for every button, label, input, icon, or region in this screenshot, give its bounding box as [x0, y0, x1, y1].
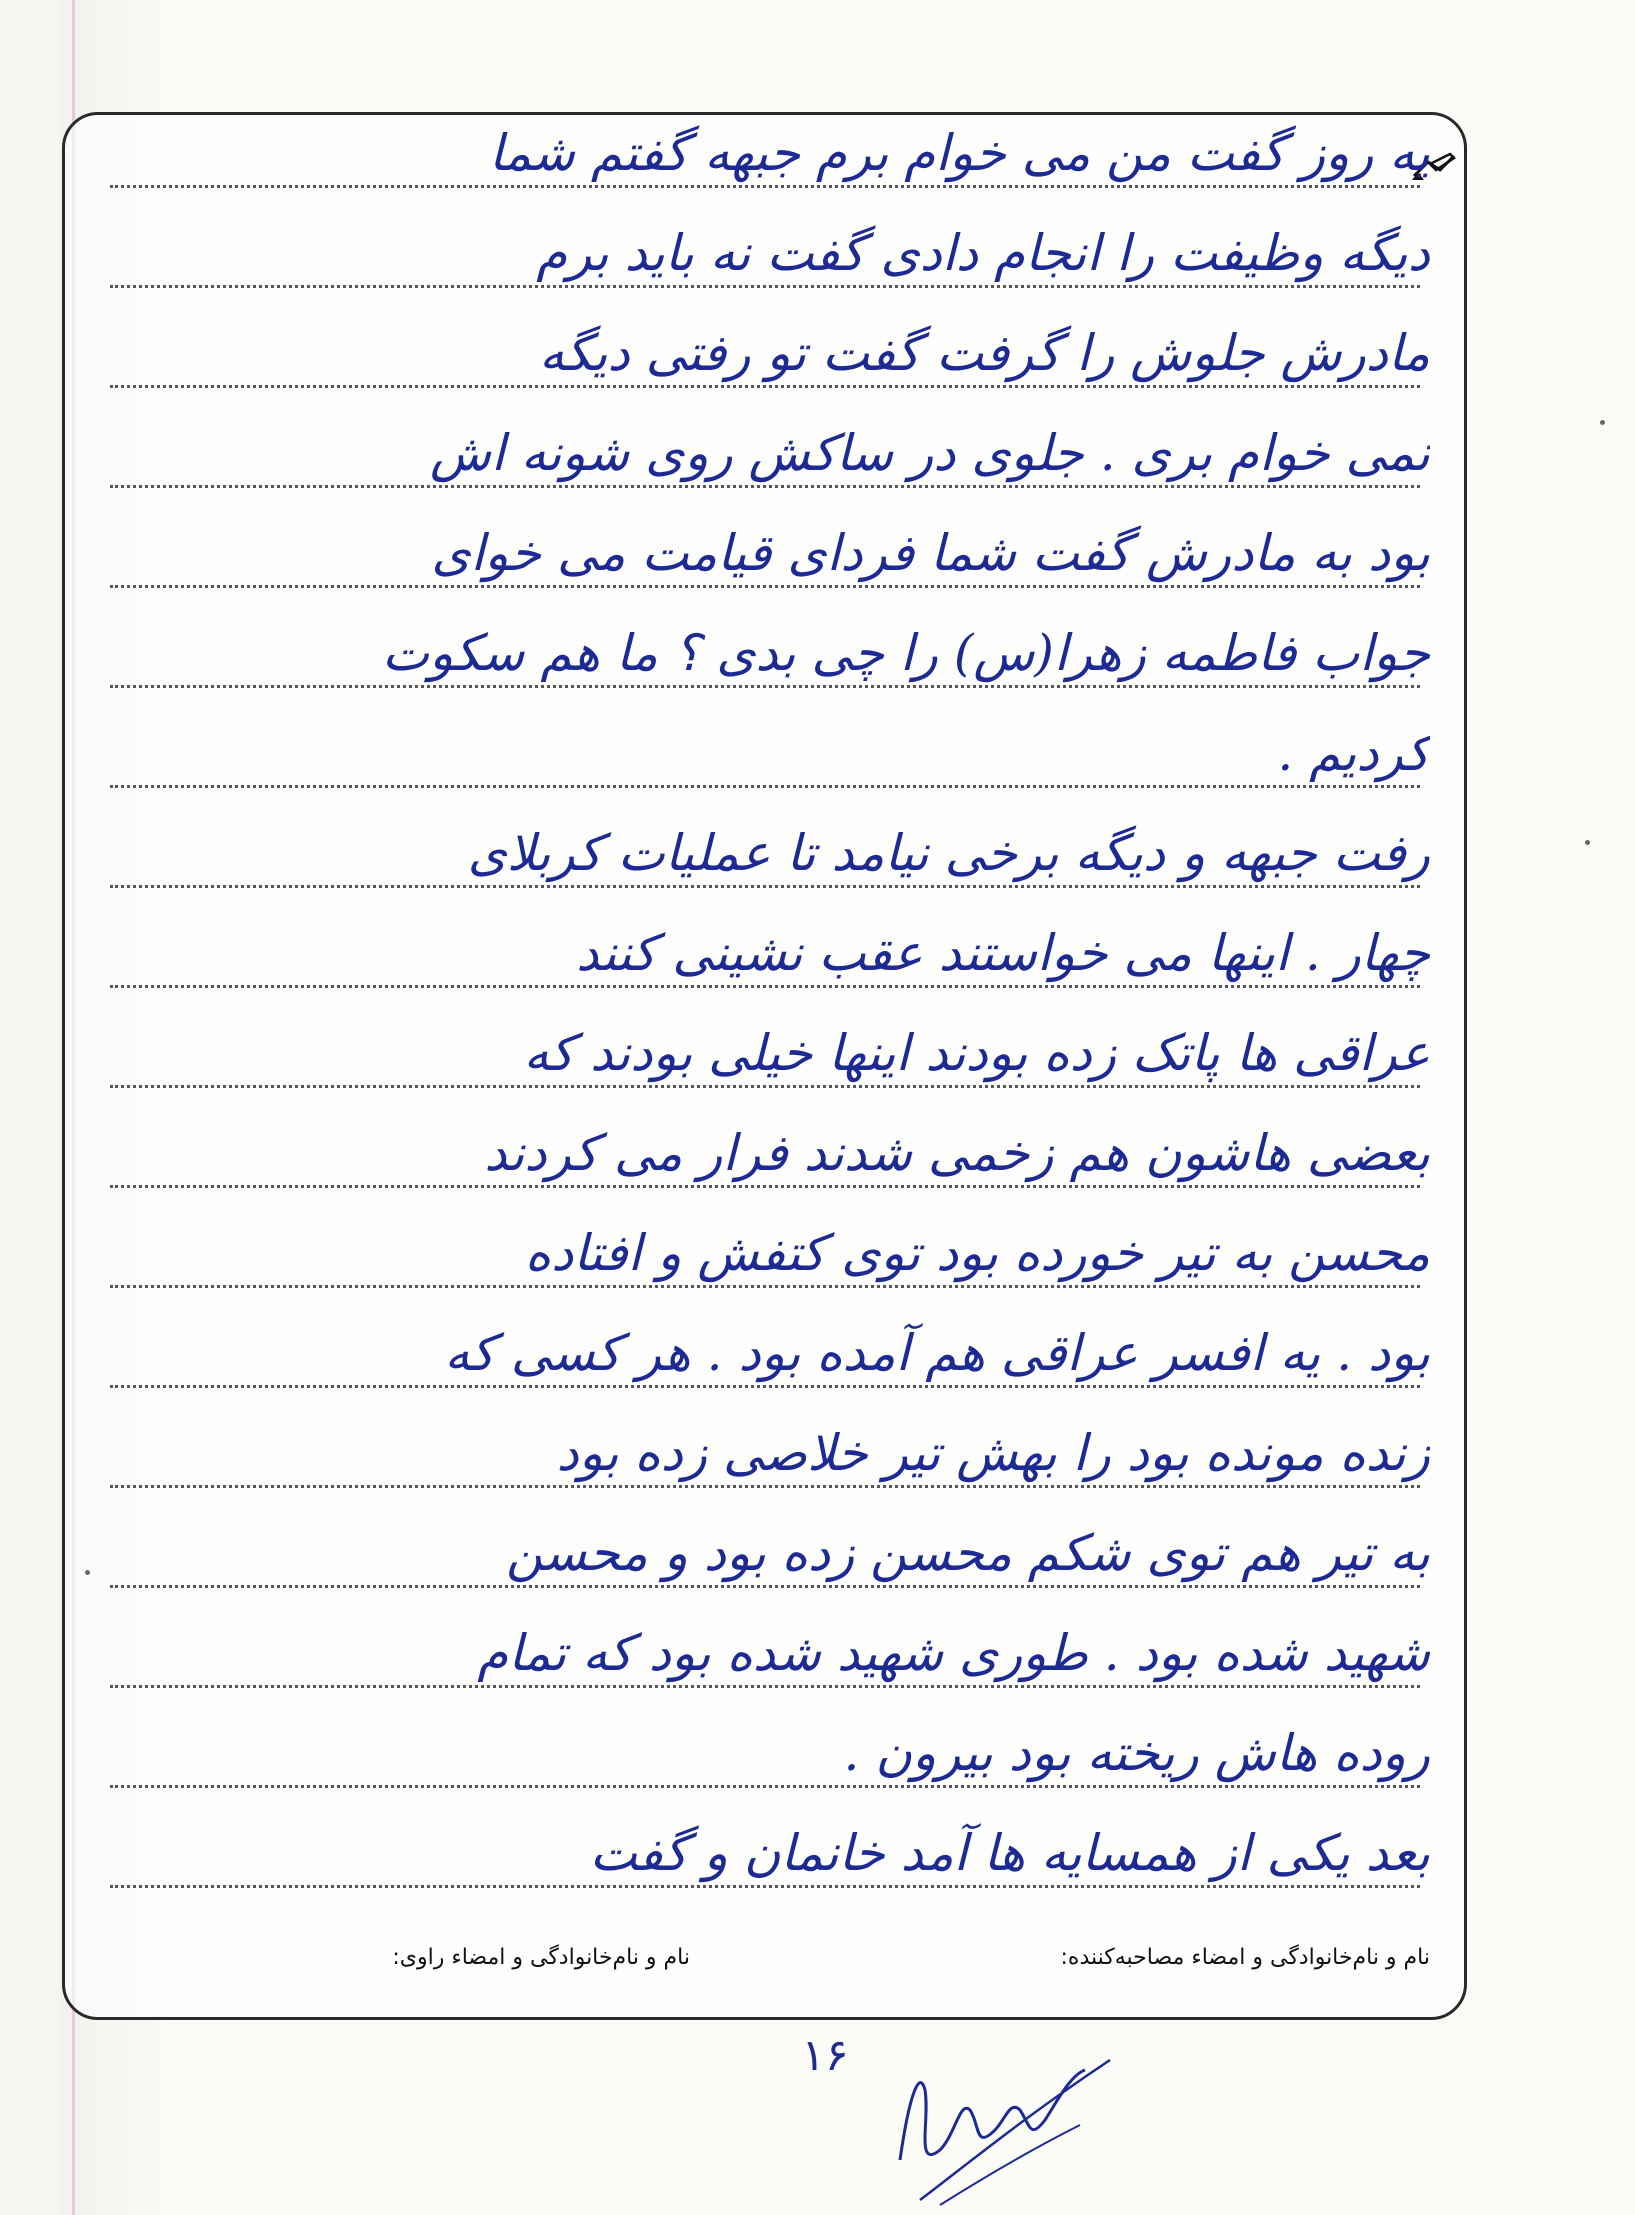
handwritten-line: مادرش جلوش را گرفت گفت تو رفتی دیگه — [539, 324, 1430, 382]
handwritten-line: یه روز گفت من می خوام برم جبهه گفتم شما — [488, 124, 1430, 182]
ruled-line — [110, 1085, 1420, 1088]
ruled-line — [110, 1485, 1420, 1488]
handwritten-line: به تیر هم توی شکم محسن زده بود و محسن — [506, 1524, 1430, 1582]
ruled-line — [110, 385, 1420, 388]
ruled-line — [110, 485, 1420, 488]
handwritten-line: شهید شده بود . طوری شهید شده بود که تمام — [477, 1624, 1430, 1682]
paper-speck — [85, 1570, 90, 1575]
ruled-line — [110, 685, 1420, 688]
ruled-line — [110, 1685, 1420, 1688]
handwritten-line: چهار . اینها می خواستند عقب نشینی کنند — [576, 924, 1430, 982]
ruled-line — [110, 185, 1420, 188]
handwritten-line: روده هاش ریخته بود بیرون . — [843, 1724, 1430, 1782]
ruled-line — [110, 585, 1420, 588]
handwritten-line: بود به مادرش گفت شما فردای قیامت می خوای — [431, 524, 1430, 582]
paper-speck — [1585, 840, 1590, 845]
narrator-signature-label: نام و نام‌خانوادگی و امضاء راوی: — [392, 1945, 690, 1970]
ruled-line — [110, 1185, 1420, 1188]
handwritten-line: نمی خوام بری . جلوی در ساکش روی شونه اش — [430, 424, 1430, 482]
handwritten-line: بعد یکی از همسایه ها آمد خانمان و گفت — [589, 1824, 1430, 1882]
handwritten-line: رفت جبهه و دیگه برخی نیامد تا عملیات کربلای — [467, 824, 1430, 882]
paper-speck — [1600, 420, 1605, 425]
handwritten-line: دیگه وظیفت را انجام دادی گفت نه باید برم — [536, 224, 1430, 282]
signature-footer — [110, 1945, 1430, 1985]
ruled-line — [110, 1585, 1420, 1588]
signature — [880, 2030, 1120, 2210]
interviewer-signature-label: نام و نام‌خانوادگی و امضاء مصاحبه‌کننده: — [1060, 1945, 1430, 1970]
handwritten-line: بعضی هاشون هم زخمی شدند فرار می کردند — [484, 1124, 1430, 1182]
ruled-line — [110, 785, 1420, 788]
handwritten-line: عراقی ها پاتک زده بودند اینها خیلی بودند که — [523, 1024, 1430, 1082]
ruled-line — [110, 985, 1420, 988]
handwritten-line: زنده مونده بود را بهش تیر خلاصی زده بود — [556, 1424, 1430, 1482]
ruled-line — [110, 285, 1420, 288]
handwritten-line: کردیم . — [1277, 724, 1430, 782]
ruled-line — [110, 885, 1420, 888]
page-number: ۱۶ — [801, 2030, 849, 2081]
ruled-line — [110, 1285, 1420, 1288]
handwritten-line: بود . یه افسر عراقی هم آمده بود . هر کسی که — [444, 1324, 1430, 1382]
handwritten-line: محسن به تیر خورده بود توی کتفش و افتاده — [524, 1224, 1430, 1282]
ruled-line — [110, 1385, 1420, 1388]
ruled-line — [110, 1885, 1420, 1888]
handwritten-line: جواب فاطمه زهرا(س) را چی بدی ؟ ما هم سکوت — [382, 624, 1430, 682]
ruled-line — [110, 1785, 1420, 1788]
